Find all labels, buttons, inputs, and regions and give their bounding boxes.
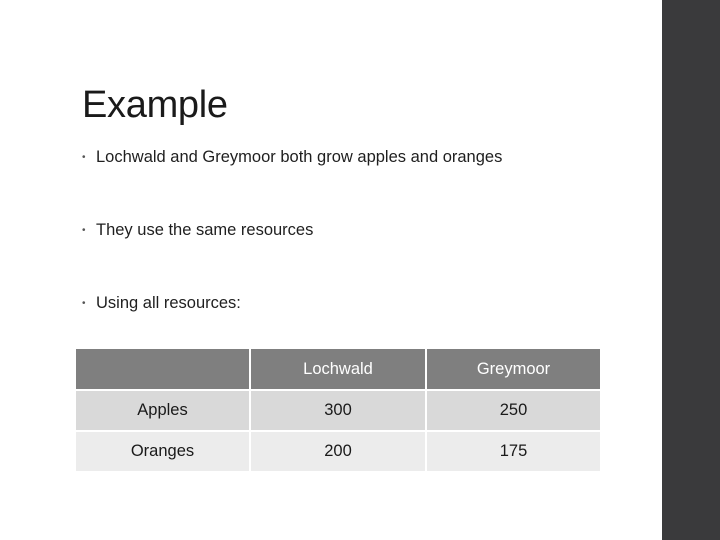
table-header-row	[76, 349, 600, 389]
bullet-marker: •	[82, 298, 86, 309]
bullet-marker: •	[82, 152, 86, 163]
table-row	[76, 432, 600, 471]
table-header-cell	[76, 349, 249, 389]
table-header-cell: Greymoor	[427, 349, 600, 389]
table-cell: 200	[251, 432, 425, 471]
table-row	[76, 391, 600, 430]
table-header-cell: Lochwald	[251, 349, 425, 389]
table-cell: 250	[427, 391, 600, 430]
bullet-item	[82, 294, 241, 313]
bullet-text: Lochwald and Greymoor both grow apples and oranges	[96, 148, 503, 166]
slide-title: Example	[82, 84, 228, 126]
table-cell: 175	[427, 432, 600, 471]
slide-side-bar	[662, 0, 720, 540]
table-cell: Oranges	[76, 432, 249, 471]
bullet-text: Using all resources:	[96, 294, 241, 312]
bullet-text: They use the same resources	[96, 221, 314, 239]
table-cell: Apples	[76, 391, 249, 430]
resource-table	[74, 347, 602, 473]
bullet-marker: •	[82, 225, 86, 236]
bullet-item	[82, 148, 502, 167]
table-cell: 300	[251, 391, 425, 430]
bullet-item	[82, 221, 313, 240]
